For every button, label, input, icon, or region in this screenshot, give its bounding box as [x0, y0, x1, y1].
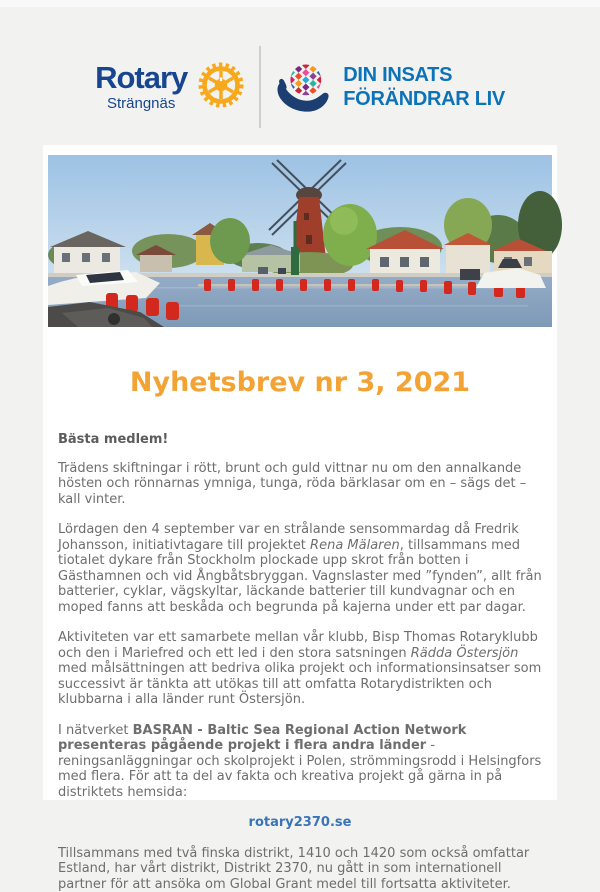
campaign-tagline [343, 63, 505, 111]
newsletter-card [43, 145, 557, 800]
project-name-radda-ostersjon: Rädda Östersjön [411, 646, 519, 661]
tagline-line2: FÖRÄNDRAR LIV [343, 87, 505, 111]
greeting: Bästa medlem! [58, 432, 542, 448]
header-divider [259, 46, 261, 128]
paragraph-2-text: Lördagen den 4 september var en strålande sensommardag då Fredrik Johansson, initiativtagare till projektet [58, 522, 519, 553]
paragraph-2 [58, 522, 542, 615]
newsletter-title: Nyhetsbrev nr 3, 2021 [43, 367, 557, 398]
email-header [0, 0, 600, 145]
paragraph-3-text: Aktiviteten var ett samarbete mellan vår klubb, Bisp Thomas Rotaryklubb och den i Mariefred och ett led i den stora satsningen [58, 630, 538, 661]
paragraph-3-text-cont: med målsättningen att bedriva olika projekt och informationsinsatser som successivt är tänkta att utökas till att omfatta Rotarydistrikten och klubbarna i alla länder runt Östersjön. [58, 661, 541, 707]
rotary-wordmark [95, 62, 187, 112]
paragraph-1: Trädens skiftningar i rött, brunt och guld vittnar nu om den annalkande hösten och rönnarnas ymniga, tunga, röda bärklasar om en – sägs det – kall vinter. [58, 461, 542, 508]
rotary2370-link[interactable]: rotary2370.se [249, 815, 352, 830]
tagline-line1: DIN INSATS [343, 63, 505, 87]
paragraph-2-text-cont: , tillsammans med tiotalet dykare från Stockholm plockade upp skrot från botten i Gästhamnen och vid Ångbåtsbryggan. Vagnslaster med ”fynden”, allt från batterier, cyklar, vägskyltar, läckande batterier till kundvagnar och en moped fanns att beskåda och begrunda på kajerna under ett par dagar. [58, 538, 542, 615]
rotary-brand-text: Rotary [95, 62, 187, 93]
newsletter-body [43, 432, 557, 892]
paragraph-3 [58, 630, 542, 708]
paragraph-4-text: I nätverket [58, 723, 133, 738]
basran-network-name: BASRAN - Baltic Sea Regional Action Network presenteras pågående projekt i flera andra länder [58, 723, 466, 754]
harbor-photo [48, 155, 552, 327]
paragraph-4 [58, 723, 542, 801]
project-name-rena-malaren: Rena Mälaren [310, 538, 400, 553]
rotary-wheel-icon [197, 61, 245, 109]
rotary-club-name: Strängnäs [95, 95, 187, 112]
hand-globe-icon [275, 60, 333, 116]
paragraph-4-text-cont: - reningsanläggningar och skolprojekt i Polen, strömmingsrodd i Helsingfors med flera. För att ta del av fakta och kreativa projekt gå gärna in på distriktets hemsida: [58, 738, 541, 800]
paragraph-5: Tillsammans med två finska distrikt, 1410 och 1420 som också omfattar Estland, har vårt distrikt, Distrikt 2370, nu gått in som internationell partner för att ansöka om Global Grant medel till fortsatta aktiviteter. [58, 846, 542, 892]
district-link-row [58, 815, 542, 831]
